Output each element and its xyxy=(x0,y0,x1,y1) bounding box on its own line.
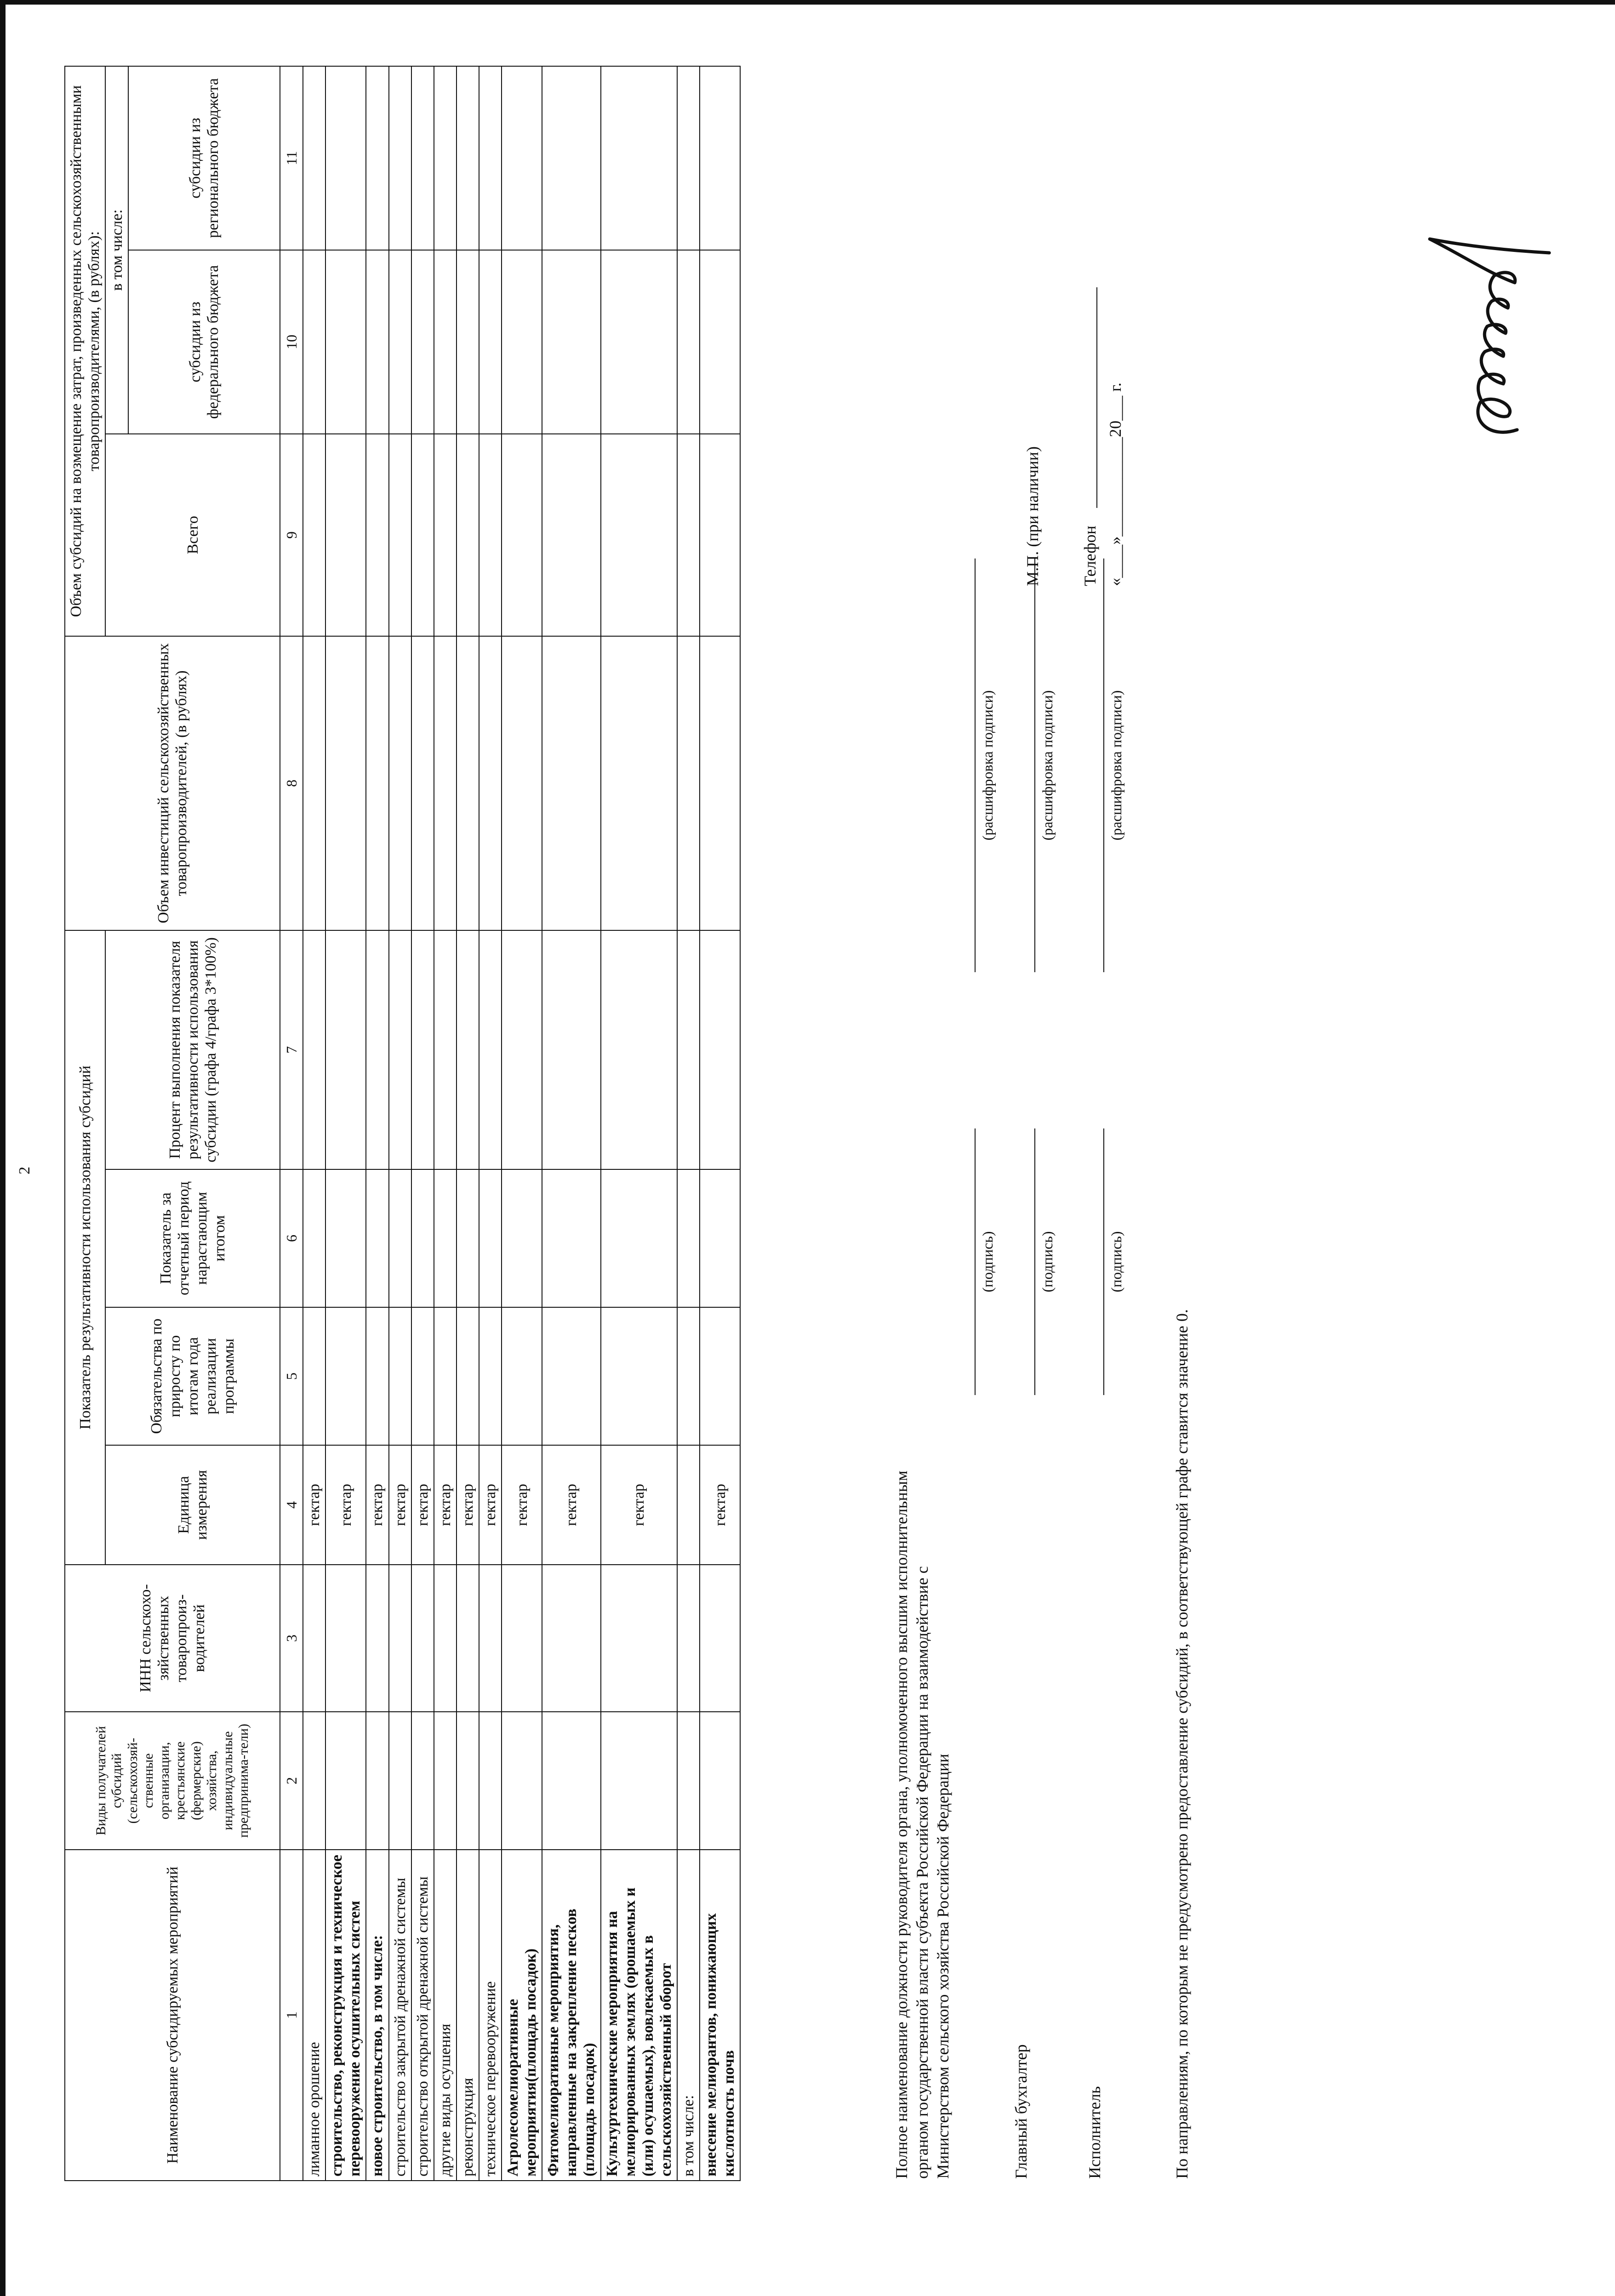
column-number: 1 xyxy=(280,1850,303,2181)
empty-cell xyxy=(502,250,542,434)
empty-cell xyxy=(601,1565,677,1712)
empty-cell xyxy=(700,1565,740,1712)
phone-label: Телефон xyxy=(1081,525,1099,586)
empty-cell xyxy=(303,434,325,636)
empty-cell xyxy=(677,1565,700,1712)
page-number: 2 xyxy=(16,1167,33,1174)
empty-cell xyxy=(542,1307,600,1445)
decode-line-accountant xyxy=(1034,558,1035,972)
table-row xyxy=(411,66,434,2181)
table-row xyxy=(434,66,457,2181)
empty-cell xyxy=(700,1169,740,1307)
empty-cell xyxy=(457,66,479,250)
accountant-label: Главный бухгалтер xyxy=(1012,2044,1030,2179)
empty-cell xyxy=(434,1307,457,1445)
empty-cell xyxy=(434,66,457,250)
decode-caption-head: (расшифровка подписи) xyxy=(979,690,996,841)
empty-cell xyxy=(601,1712,677,1850)
empty-cell xyxy=(700,434,740,636)
header-event: Наименование субсидируемых мероприятий xyxy=(65,1850,280,2181)
empty-cell xyxy=(389,636,411,930)
empty-cell xyxy=(700,1712,740,1850)
empty-cell xyxy=(411,1307,434,1445)
row-unit xyxy=(677,1445,700,1565)
table-row xyxy=(303,66,325,2181)
header-recipients: Виды получателей субсидий (сельскохозяй-ственные организации, крестьянские (фермерские) хозяйства, индивидуальные предпринима-тели) xyxy=(65,1712,280,1850)
header-inn: ИНН сельскохо-зяйственных товаропроиз-водителей xyxy=(65,1565,280,1712)
scan-edge-right xyxy=(0,0,1615,5)
empty-cell xyxy=(325,66,366,250)
empty-cell xyxy=(325,636,366,930)
row-label: лиманное орошение xyxy=(303,1850,325,2181)
empty-cell xyxy=(434,434,457,636)
empty-cell xyxy=(502,636,542,930)
empty-cell xyxy=(389,250,411,434)
empty-cell xyxy=(434,1169,457,1307)
empty-cell xyxy=(325,930,366,1169)
row-unit: гектар xyxy=(457,1445,479,1565)
column-number: 4 xyxy=(280,1445,303,1565)
row-label: строительство открытой дренажной системы xyxy=(411,1850,434,2181)
column-number: 7 xyxy=(280,930,303,1169)
signature-line-executor xyxy=(1103,1128,1104,1395)
signature-caption-head: (подпись) xyxy=(979,1231,996,1293)
empty-cell xyxy=(457,1169,479,1307)
empty-cell xyxy=(366,1565,388,1712)
table-row xyxy=(325,66,366,2181)
empty-cell xyxy=(677,1712,700,1850)
organ-title-line3: Министерством сельского хозяйства Российской Федерации xyxy=(934,1754,952,2179)
empty-cell xyxy=(303,1565,325,1712)
column-number: 6 xyxy=(280,1169,303,1307)
column-number: 5 xyxy=(280,1307,303,1445)
table-row xyxy=(479,66,502,2181)
handwritten-signature xyxy=(1402,228,1568,448)
empty-cell xyxy=(502,1565,542,1712)
empty-cell xyxy=(542,1169,600,1307)
empty-cell xyxy=(434,1712,457,1850)
table-row xyxy=(457,66,479,2181)
table-row xyxy=(366,66,388,2181)
empty-cell xyxy=(389,434,411,636)
empty-cell xyxy=(542,66,600,250)
empty-cell xyxy=(434,636,457,930)
row-unit: гектар xyxy=(601,1445,677,1565)
empty-cell xyxy=(325,1169,366,1307)
empty-cell xyxy=(303,66,325,250)
header-obligations: Обязательства по приросту по итогам года реализации программы xyxy=(105,1307,280,1445)
column-number: 3 xyxy=(280,1565,303,1712)
empty-cell xyxy=(389,1169,411,1307)
empty-cell xyxy=(411,636,434,930)
empty-cell xyxy=(457,636,479,930)
empty-cell xyxy=(434,930,457,1169)
empty-cell xyxy=(411,930,434,1169)
table-row xyxy=(389,66,411,2181)
empty-cell xyxy=(601,434,677,636)
row-label: строительство, реконструкция и техническое перевооружение осушительных систем xyxy=(325,1850,366,2181)
empty-cell xyxy=(366,434,388,636)
signature-line-head xyxy=(975,1128,976,1395)
empty-cell xyxy=(601,636,677,930)
row-label: Агролесомелиоративные мероприятия(площадь посадок) xyxy=(502,1850,542,2181)
row-unit: гектар xyxy=(366,1445,388,1565)
empty-cell xyxy=(325,1307,366,1445)
empty-cell xyxy=(303,1307,325,1445)
empty-cell xyxy=(502,1712,542,1850)
decode-caption-executor: (расшифровка подписи) xyxy=(1108,690,1124,841)
empty-cell xyxy=(700,66,740,250)
empty-cell xyxy=(700,636,740,930)
empty-cell xyxy=(502,1307,542,1445)
empty-cell xyxy=(542,1565,600,1712)
empty-cell xyxy=(366,636,388,930)
empty-cell xyxy=(542,930,600,1169)
header-percent: Процент выполнения показателя результативности использования субсидии (графа 4/графа 3*100%) xyxy=(105,930,280,1169)
empty-cell xyxy=(457,930,479,1169)
signature-caption-executor: (подпись) xyxy=(1108,1231,1124,1293)
report-table xyxy=(64,66,741,2181)
empty-cell xyxy=(677,434,700,636)
empty-cell xyxy=(677,930,700,1169)
column-number: 10 xyxy=(280,250,303,434)
empty-cell xyxy=(389,1565,411,1712)
organ-title-line2: органом государственной власти субъекта Российской Федерации на взаимодействие с xyxy=(913,1566,931,2179)
decode-caption-accountant: (расшифровка подписи) xyxy=(1039,690,1056,841)
empty-cell xyxy=(479,1712,502,1850)
header-investments: Объем инвестиций сельскохозяйственных товаропроизводителей, (в рублях) xyxy=(65,636,280,930)
row-unit: гектар xyxy=(479,1445,502,1565)
executor-label: Исполнитель xyxy=(1085,2086,1104,2179)
table-row xyxy=(677,66,700,2181)
empty-cell xyxy=(479,434,502,636)
empty-cell xyxy=(457,250,479,434)
empty-cell xyxy=(677,1169,700,1307)
empty-cell xyxy=(601,1307,677,1445)
decode-line-head xyxy=(975,558,976,972)
empty-cell xyxy=(479,1307,502,1445)
row-label: внесение мелиорантов, понижающих кислотность почв xyxy=(700,1850,740,2181)
header-including: в том числе: xyxy=(105,66,128,434)
empty-cell xyxy=(542,434,600,636)
scan-edge-top xyxy=(0,0,6,2296)
empty-cell xyxy=(389,1712,411,1850)
empty-cell xyxy=(700,250,740,434)
empty-cell xyxy=(677,66,700,250)
empty-cell xyxy=(303,1712,325,1850)
row-unit: гектар xyxy=(389,1445,411,1565)
empty-cell xyxy=(479,1169,502,1307)
column-number: 11 xyxy=(280,66,303,250)
empty-cell xyxy=(479,930,502,1169)
signature-caption-accountant: (подпись) xyxy=(1039,1231,1056,1293)
empty-cell xyxy=(601,250,677,434)
empty-cell xyxy=(411,250,434,434)
signature-line-accountant xyxy=(1034,1128,1035,1395)
empty-cell xyxy=(479,66,502,250)
table-row xyxy=(700,66,740,2181)
empty-cell xyxy=(677,250,700,434)
empty-cell xyxy=(502,930,542,1169)
empty-cell xyxy=(601,930,677,1169)
row-label: реконструкция xyxy=(457,1850,479,2181)
empty-cell xyxy=(366,1169,388,1307)
header-period: Показатель за отчетный период нарастающим итогом xyxy=(105,1169,280,1307)
row-unit: гектар xyxy=(502,1445,542,1565)
empty-cell xyxy=(601,1169,677,1307)
empty-cell xyxy=(434,250,457,434)
empty-cell xyxy=(601,66,677,250)
empty-cell xyxy=(303,250,325,434)
column-number: 8 xyxy=(280,636,303,930)
empty-cell xyxy=(366,66,388,250)
empty-cell xyxy=(677,1307,700,1445)
row-label: Фитомелиоративные мероприятия, направленные на закрепление песков (площадь посадок) xyxy=(542,1850,600,2181)
empty-cell xyxy=(303,1169,325,1307)
row-unit: гектар xyxy=(700,1445,740,1565)
empty-cell xyxy=(389,66,411,250)
empty-cell xyxy=(700,930,740,1169)
header-unit: Единица измерения xyxy=(105,1445,280,1565)
empty-cell xyxy=(303,930,325,1169)
empty-cell xyxy=(366,250,388,434)
empty-cell xyxy=(411,1169,434,1307)
empty-cell xyxy=(389,930,411,1169)
empty-cell xyxy=(457,1565,479,1712)
row-label: другие виды осушения xyxy=(434,1850,457,2181)
row-label: техническое перевооружение xyxy=(479,1850,502,2181)
row-label: строительство закрытой дренажной системы xyxy=(389,1850,411,2181)
row-unit: гектар xyxy=(303,1445,325,1565)
empty-cell xyxy=(325,434,366,636)
stamp-label: М.П. (при наличии) xyxy=(1023,446,1042,586)
column-number: 9 xyxy=(280,434,303,636)
header-regional: субсидии из регионального бюджета xyxy=(128,66,280,250)
table-row xyxy=(542,66,600,2181)
table-row xyxy=(601,66,677,2181)
row-unit: гектар xyxy=(542,1445,600,1565)
empty-cell xyxy=(325,250,366,434)
empty-cell xyxy=(366,1712,388,1850)
header-subsidy-group: Объем субсидий на возмещение затрат, произведенных сельскохозяйственными товаропроизводителями, (в рублях): xyxy=(65,66,105,636)
empty-cell xyxy=(411,434,434,636)
row-unit: гектар xyxy=(325,1445,366,1565)
empty-cell xyxy=(479,1565,502,1712)
empty-cell xyxy=(479,250,502,434)
row-unit: гектар xyxy=(411,1445,434,1565)
row-unit: гектар xyxy=(434,1445,457,1565)
empty-cell xyxy=(542,250,600,434)
empty-cell xyxy=(457,1307,479,1445)
empty-cell xyxy=(700,1307,740,1445)
empty-cell xyxy=(389,1307,411,1445)
column-number: 2 xyxy=(280,1712,303,1850)
header-federal: субсидии из федерального бюджета xyxy=(128,250,280,434)
empty-cell xyxy=(542,1712,600,1850)
empty-cell xyxy=(457,434,479,636)
row-label: Культуртехнические мероприятия на мелиорированных землях (орошаемых и (или) осушаемых), вовлекаемых в сельскохозяйственный оборот xyxy=(601,1850,677,2181)
empty-cell xyxy=(411,1565,434,1712)
row-label: в том числе: xyxy=(677,1850,700,2181)
empty-cell xyxy=(325,1565,366,1712)
empty-cell xyxy=(303,636,325,930)
empty-cell xyxy=(366,930,388,1169)
empty-cell xyxy=(411,66,434,250)
empty-cell xyxy=(502,434,542,636)
header-indicator-group: Показатель результативности использования субсидий xyxy=(65,930,105,1565)
header-total: Всего xyxy=(105,434,280,636)
decode-line-executor xyxy=(1103,558,1104,972)
empty-cell xyxy=(542,636,600,930)
empty-cell xyxy=(457,1712,479,1850)
empty-cell xyxy=(479,636,502,930)
empty-cell xyxy=(434,1565,457,1712)
table-row xyxy=(502,66,542,2181)
organ-title-line1: Полное наименование должности руководителя органа, уполномоченного высшим исполнительным xyxy=(892,1470,911,2179)
empty-cell xyxy=(502,1169,542,1307)
date-field: «____»____________20___ г. xyxy=(1106,382,1124,586)
phone-line xyxy=(1096,287,1097,508)
empty-cell xyxy=(502,66,542,250)
empty-cell xyxy=(411,1712,434,1850)
footnote: По направлениям, по которым не предусмотрено предоставление субсидий, в соответствующей графе ставится значение 0. xyxy=(1173,1309,1191,2179)
empty-cell xyxy=(325,1712,366,1850)
empty-cell xyxy=(677,636,700,930)
row-label: новое строительство, в том числе: xyxy=(366,1850,388,2181)
empty-cell xyxy=(366,1307,388,1445)
